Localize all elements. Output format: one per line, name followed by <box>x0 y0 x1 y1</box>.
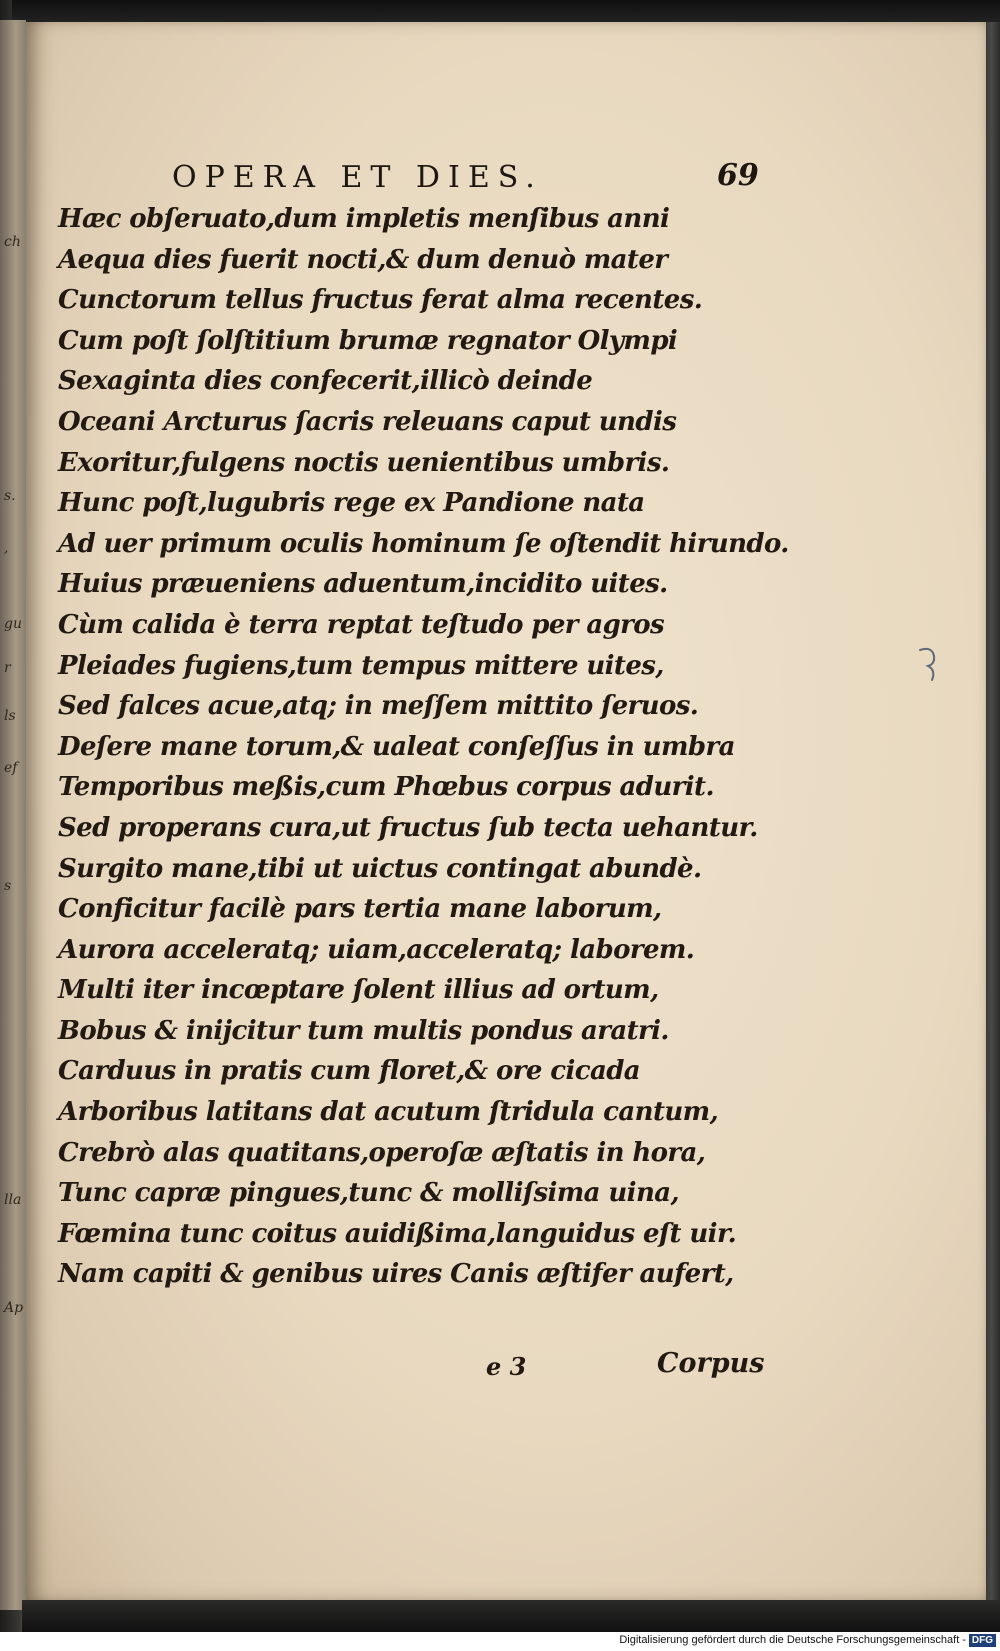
margin-fragment: lla <box>4 1192 22 1208</box>
previous-page-strip <box>0 20 26 1610</box>
verse-line: Hæc obſeruato,dum impletis menſibus anni <box>58 204 670 234</box>
verse-line: Sexaginta dies confecerit,illicò deinde <box>58 366 593 397</box>
verse-line: Sed falces acue,atq; in meſſem mittito ſeruos. <box>58 691 699 722</box>
signature-mark: e 3 <box>486 1352 527 1381</box>
margin-fragment: s <box>4 878 12 894</box>
running-title: OPERA ET DIES. <box>172 160 543 195</box>
margin-fragment: , <box>4 540 9 556</box>
verse-line: Aurora acceleratq; uiam,acceleratq; laborem. <box>58 934 695 965</box>
verse-line: Fœmina tunc coitus auidißima,languidus eſt uir. <box>58 1218 737 1249</box>
verse-line: Cunctorum tellus fructus ferat alma recentes. <box>58 285 703 316</box>
dfg-logo: DFG <box>969 1634 996 1647</box>
verse-line: Conficitur facilè pars tertia mane laborum, <box>58 894 662 925</box>
pencil-mark-icon <box>918 644 942 686</box>
verse-line: Deſere mane torum,& ualeat conſeſſus in umbra <box>58 731 735 762</box>
margin-fragment: ef <box>4 760 18 776</box>
verse-line: Huius præueniens aduentum,incidito uites. <box>58 569 668 600</box>
verse-line: Bobus & inijcitur tum multis pondus aratri. <box>58 1015 669 1046</box>
verse-line: Cùm calida è terra reptat teſtudo per agros <box>58 609 665 640</box>
verse-line: Ad uer primum oculis hominum ſe oſtendit hirundo. <box>58 528 789 559</box>
margin-fragment: ls <box>4 708 16 724</box>
verse-line: Tunc capræ pingues,tunc & molliſsima uina, <box>58 1178 679 1209</box>
page-edge <box>986 22 1000 1602</box>
margin-fragment: s. <box>4 488 16 504</box>
margin-fragment: r <box>4 660 11 676</box>
verse-line: Exoritur,fulgens noctis uenientibus umbris. <box>58 447 670 478</box>
page-number: 69 <box>717 158 759 193</box>
verse-line: Aequa dies fuerit nocti,& dum denuò mater <box>58 244 668 275</box>
verse-line: Sed properans cura,ut fructus ſub tecta uehantur. <box>58 812 758 843</box>
margin-fragment: gu <box>4 616 22 632</box>
margin-fragment: ch <box>4 234 21 250</box>
verse-line: Oceani Arcturus ſacris releuans caput undis <box>58 406 677 437</box>
verse-line: Temporibus meßis,cum Phœbus corpus adurit. <box>58 772 714 803</box>
verse-text <box>58 199 789 1295</box>
verse-line: Surgito mane,tibi ut uictus contingat abundè. <box>58 853 702 884</box>
margin-fragment: Ap <box>4 1300 24 1316</box>
verse-line: Hunc poſt,lugubris rege ex Pandione nata <box>58 488 645 519</box>
verse-line: Cum poſt ſolſtitium brumæ regnator Olympi <box>58 325 678 356</box>
verse-line: Nam capiti & genibus uires Canis æſtifer aufert, <box>58 1259 734 1290</box>
credit-text: Digitalisierung gefördert durch die Deutsche Forschungsgemeinschaft - <box>619 1634 966 1646</box>
book-cover-bottom <box>22 1600 1000 1632</box>
verse-line: Multi iter incœptare ſolent illius ad ortum, <box>58 975 659 1006</box>
verse-line: Carduus in pratis cum floret,& ore cicada <box>58 1056 641 1087</box>
catchword: Corpus <box>657 1348 765 1379</box>
verse-line: Arboribus latitans dat acutum ſtridula cantum, <box>58 1097 719 1128</box>
verse-line: Crebrò alas quatitans,operoſæ æſtatis in hora, <box>58 1137 706 1168</box>
verse-line: Pleiades fugiens,tum tempus mittere uites, <box>58 650 664 681</box>
